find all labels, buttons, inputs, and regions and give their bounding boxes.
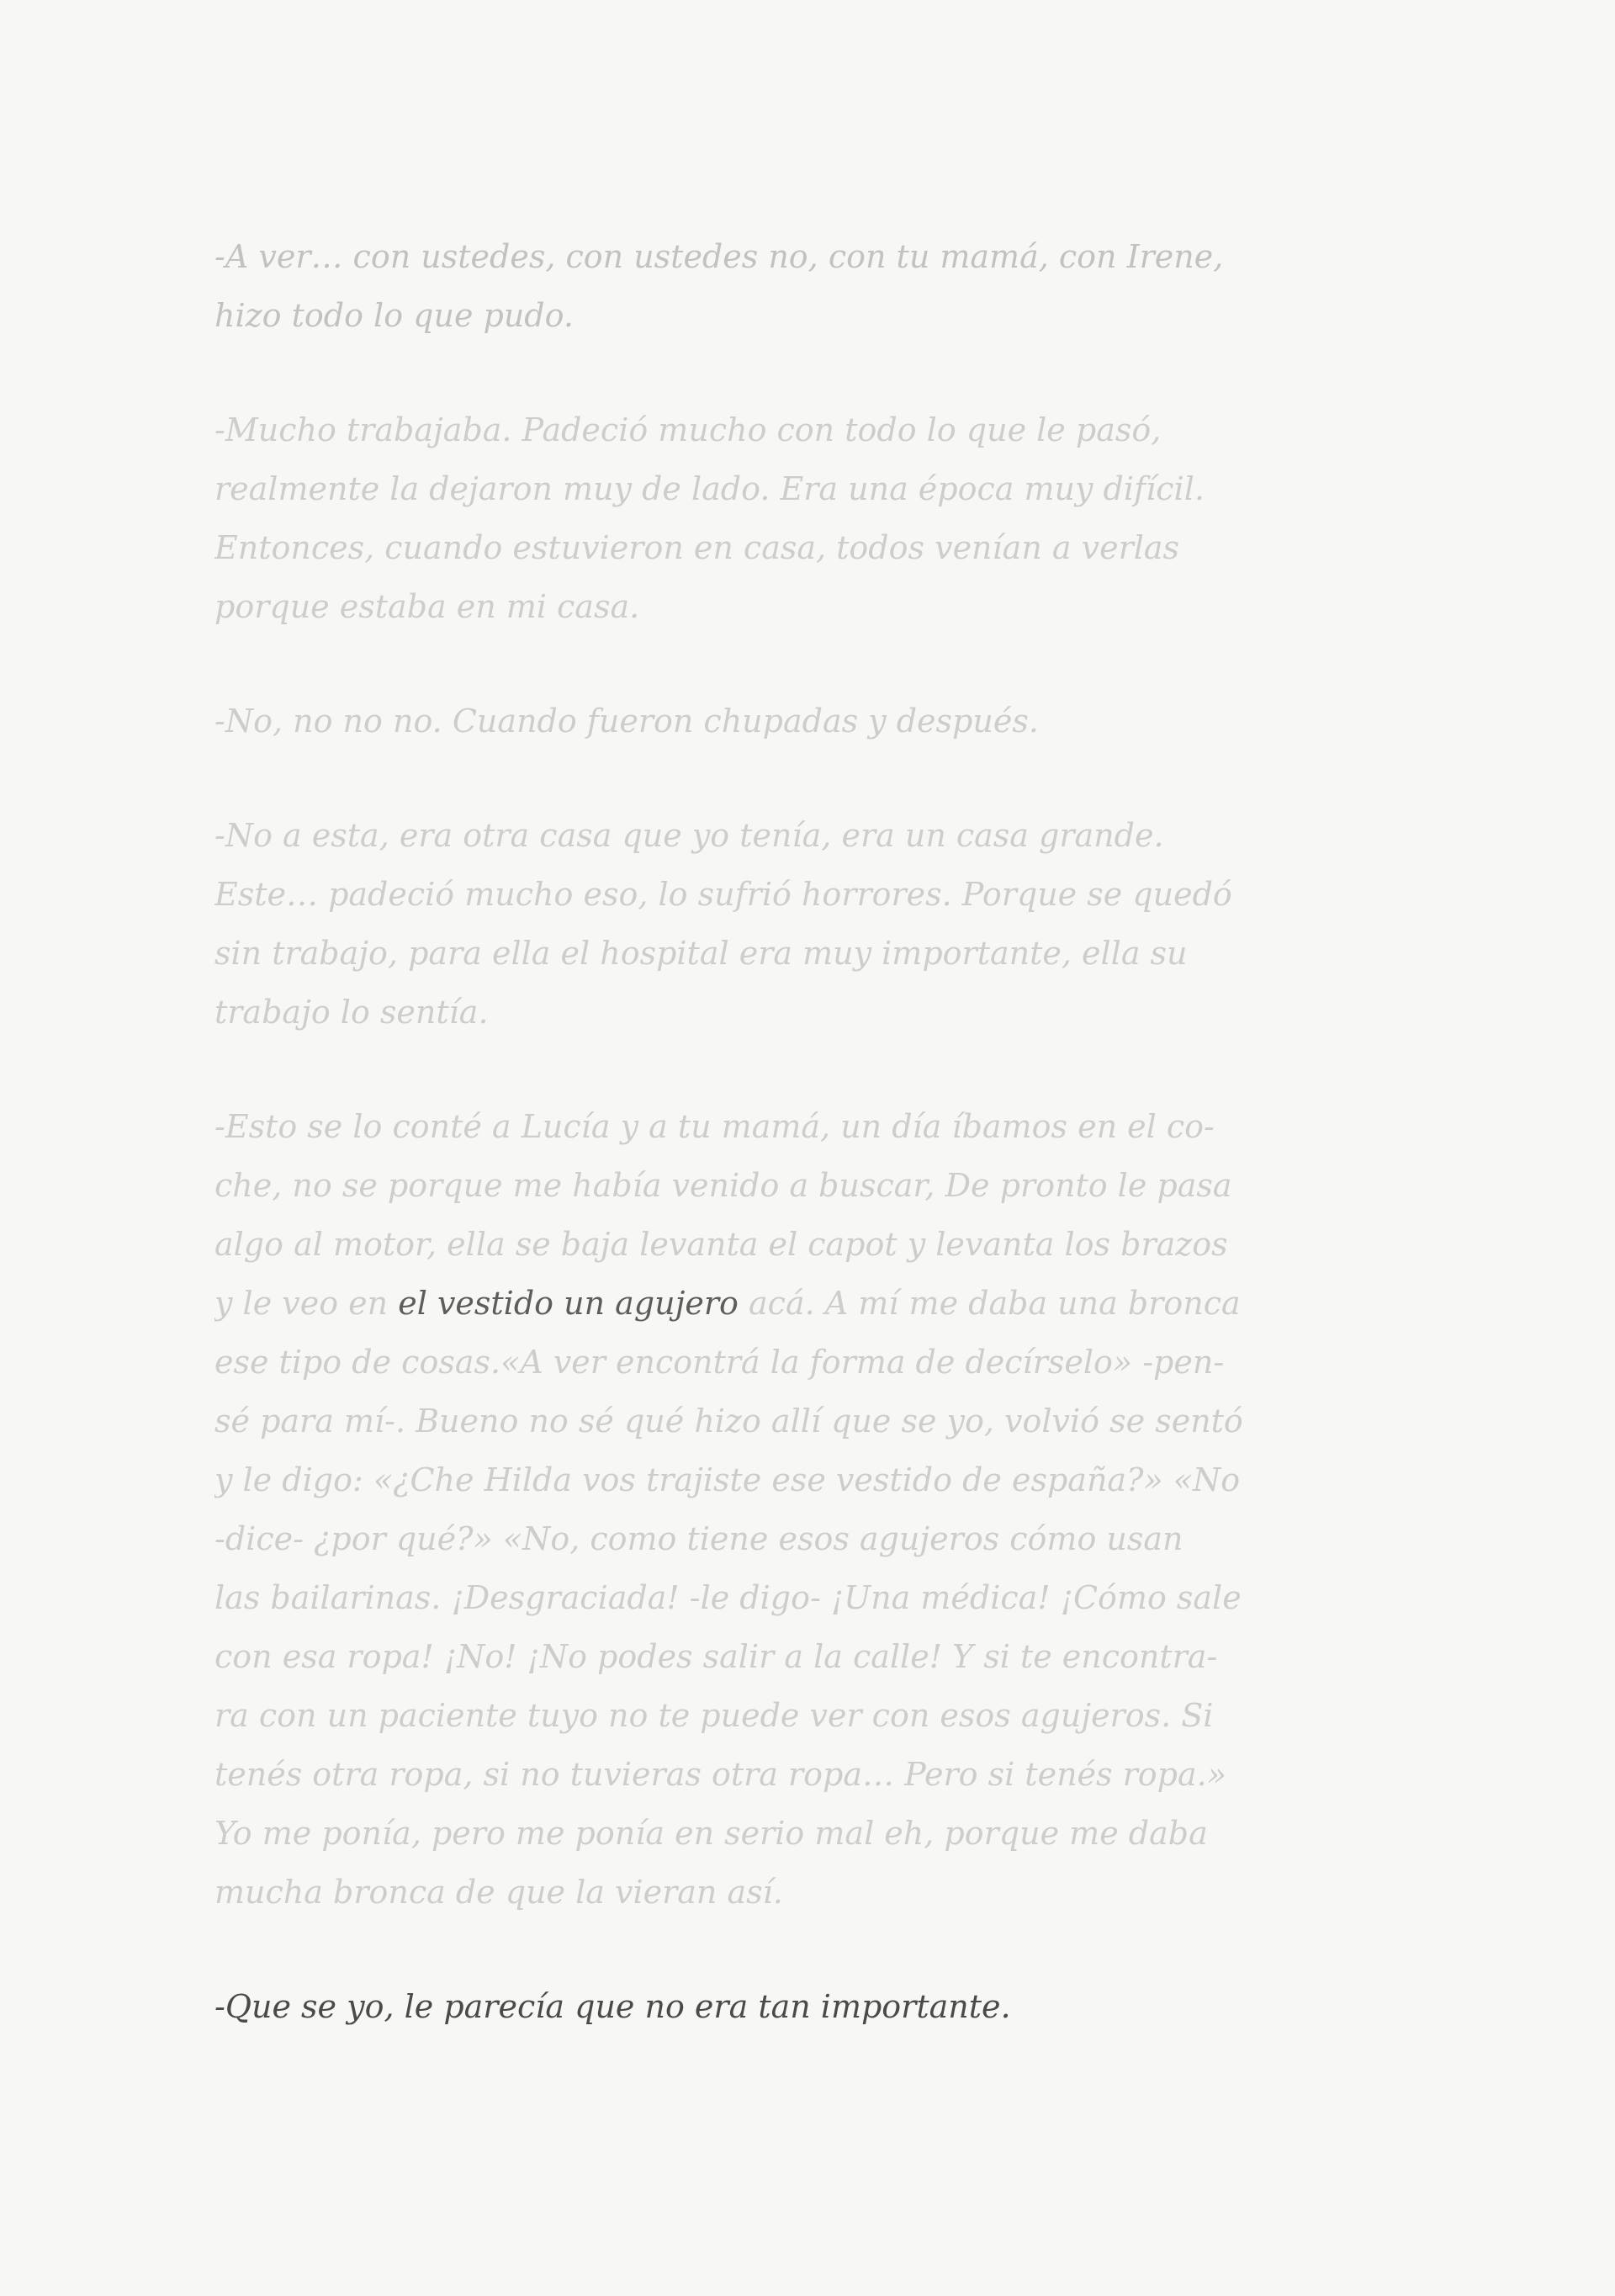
text-line: sin trabajo, para ella el hospital era muy importante, ella su	[214, 935, 1188, 972]
text-line: mucha bronca de que la vieran así.	[214, 1874, 783, 1911]
text-line: trabajo lo sentía.	[214, 994, 489, 1031]
text-line: las bailarinas. ¡Desgraciada! -le digo- ¡Una médica! ¡Cómo sale	[214, 1579, 1242, 1616]
text-line: con esa ropa! ¡No! ¡No podes salir a la calle! Y si te encontra-	[214, 1638, 1218, 1675]
paragraph-3	[214, 692, 1409, 750]
text-line: -Esto se lo conté a Lucía y a tu mamá, un día íbamos en el co-	[214, 1108, 1215, 1145]
paragraph-2	[214, 400, 1409, 636]
paragraph-4	[214, 806, 1409, 1042]
text-line: porque estaba en mi casa.	[214, 588, 640, 625]
text-segment: acá. A mí me daba una bronca	[738, 1285, 1241, 1322]
text-line: Este… padeció mucho eso, lo sufrió horrores. Porque se quedó	[214, 876, 1232, 913]
paragraph-1	[214, 227, 1409, 345]
text-line: ra con un paciente tuyo no te puede ver con esos agujeros. Si	[214, 1697, 1214, 1734]
text-line: -No a esta, era otra casa que yo tenía, era un casa grande.	[214, 817, 1164, 854]
text-line: realmente la dejaron muy de lado. Era una época muy difícil.	[214, 470, 1205, 507]
text-line: y le digo: «¿Che Hilda vos trajiste ese vestido de españa?» «No	[214, 1461, 1241, 1498]
paragraph-5	[214, 1097, 1409, 1922]
text-line: -Que se yo, le parecía que no era tan importante.	[214, 1988, 1011, 2025]
dark-text-segment: el vestido un agujero	[398, 1285, 739, 1322]
text-line: sé para mí-. Bueno no sé qué hizo allí que se yo, volvió se sentó	[214, 1403, 1243, 1440]
text-line: ese tipo de cosas.«A ver encontrá la forma de decírselo» -pen-	[214, 1344, 1225, 1381]
text-line: algo al motor, ella se baja levanta el capot y levanta los brazos	[214, 1226, 1228, 1263]
text-line: tenés otra ropa, si no tuvieras otra ropa… Pero si tenés ropa.»	[214, 1756, 1226, 1793]
text-line-highlight	[214, 1274, 1409, 1333]
text-line: -dice- ¿por qué?» «No, como tiene esos agujeros cómo usan	[214, 1520, 1183, 1557]
text-line: -Mucho trabajaba. Padeció mucho con todo lo que le pasó,	[214, 411, 1162, 448]
text-line: hizo todo lo que pudo.	[214, 297, 574, 334]
text-line: Entonces, cuando estuvieron en casa, todos venían a verlas	[214, 529, 1180, 566]
text-line: -No, no no no. Cuando fueron chupadas y después.	[214, 703, 1039, 740]
handwritten-text	[214, 227, 1409, 2092]
paragraph-6	[214, 1977, 1409, 2036]
text-segment: y le veo en	[214, 1285, 399, 1322]
text-line: -A ver… con ustedes, con ustedes no, con tu mamá, con Irene,	[214, 238, 1224, 275]
text-line: Yo me ponía, pero me ponía en serio mal eh, porque me daba	[214, 1815, 1208, 1852]
text-line: che, no se porque me había venido a buscar, De pronto le pasa	[214, 1167, 1232, 1204]
